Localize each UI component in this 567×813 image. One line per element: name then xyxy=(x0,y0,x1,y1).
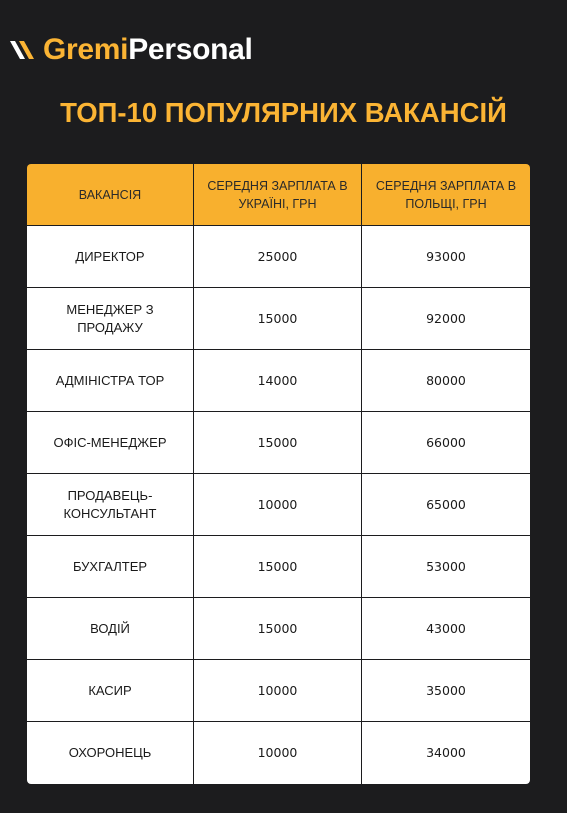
table-header-row xyxy=(27,164,530,226)
brand-logo xyxy=(8,30,253,70)
page-title: ТОП-10 ПОПУЛЯРНИХ ВАКАНСІЙ xyxy=(60,97,507,128)
vacancy-cell: ОФІС-МЕНЕДЖЕР xyxy=(27,412,194,474)
salary-poland-cell: 35000 xyxy=(362,660,530,722)
salary-poland-cell: 65000 xyxy=(362,474,530,536)
table-row xyxy=(27,226,530,288)
salary-poland-cell: 92000 xyxy=(362,288,530,350)
vacancies-table xyxy=(27,164,530,784)
vacancy-cell: ВОДІЙ xyxy=(27,598,194,660)
vacancy-cell: ПРОДАВЕЦЬ-КОНСУЛЬТАНТ xyxy=(27,474,194,536)
salary-ukraine-cell: 10000 xyxy=(194,660,362,722)
table-body xyxy=(27,226,530,784)
header-salary-ukraine: СЕРЕДНЯ ЗАРПЛАТА В УКРАЇНІ, ГРН xyxy=(194,164,362,226)
salary-ukraine-cell: 15000 xyxy=(194,288,362,350)
brand-name-part2: Personal xyxy=(128,33,253,66)
salary-ukraine-cell: 15000 xyxy=(194,412,362,474)
salary-ukraine-cell: 15000 xyxy=(194,536,362,598)
salary-ukraine-cell: 14000 xyxy=(194,350,362,412)
header-salary-poland: СЕРЕДНЯ ЗАРПЛАТА В ПОЛЬЩІ, ГРН xyxy=(362,164,530,226)
salary-poland-cell: 66000 xyxy=(362,412,530,474)
brand-stripes-icon xyxy=(8,37,40,63)
salary-poland-cell: 53000 xyxy=(362,536,530,598)
table-row xyxy=(27,350,530,412)
vacancy-cell: КАСИР xyxy=(27,660,194,722)
salary-ukraine-cell: 10000 xyxy=(194,722,362,784)
brand-name xyxy=(43,30,253,70)
table-row xyxy=(27,474,530,536)
header-vacancy: ВАКАНСІЯ xyxy=(27,164,194,226)
vacancy-cell: АДМІНІСТРА ТОР xyxy=(27,350,194,412)
table-row xyxy=(27,598,530,660)
table-row xyxy=(27,288,530,350)
salary-ukraine-cell: 25000 xyxy=(194,226,362,288)
vacancy-cell: ОХОРОНЕЦЬ xyxy=(27,722,194,784)
vacancy-cell: ДИРЕКТОР xyxy=(27,226,194,288)
vacancy-cell: БУХГАЛТЕР xyxy=(27,536,194,598)
table-row xyxy=(27,536,530,598)
table-row xyxy=(27,412,530,474)
salary-poland-cell: 80000 xyxy=(362,350,530,412)
salary-poland-cell: 93000 xyxy=(362,226,530,288)
table-row xyxy=(27,660,530,722)
table-row xyxy=(27,722,530,784)
salary-ukraine-cell: 10000 xyxy=(194,474,362,536)
brand-name-part1: Gremi xyxy=(43,33,129,66)
salary-ukraine-cell: 15000 xyxy=(194,598,362,660)
vacancy-cell: МЕНЕДЖЕР З ПРОДАЖУ xyxy=(27,288,194,350)
salary-poland-cell: 34000 xyxy=(362,722,530,784)
salary-poland-cell: 43000 xyxy=(362,598,530,660)
